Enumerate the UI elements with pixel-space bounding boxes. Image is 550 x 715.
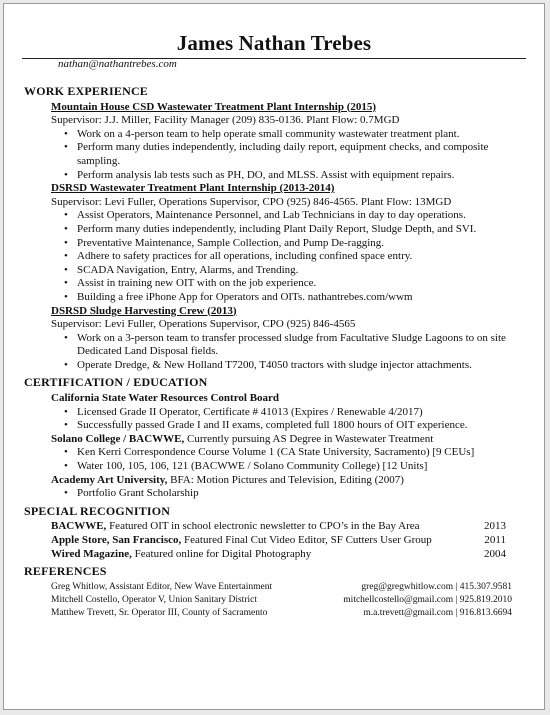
education-detail: Currently pursuing AS Degree in Wastewater Treatment [184, 432, 434, 445]
resume-content [24, 81, 524, 620]
reference-contact[interactable]: mitchellcostello@gmail.com | 925.819.2010 [343, 594, 512, 605]
bullet-item: • Preventative Maintenance, Sample Collection, and Pump De-ragging. [64, 237, 524, 251]
job-title: DSRSD Wastewater Treatment Plant Internship (2013-2014) [51, 182, 335, 195]
recognition-text [51, 548, 311, 562]
reference-item [51, 594, 524, 607]
recognition-year: 2011 [484, 534, 506, 546]
education-heading [51, 474, 524, 488]
education-entry [24, 474, 524, 501]
bullet-item: • Perform analysis lab tests such as PH, DO, and MLSS. Assist with equipment repairs. [64, 169, 524, 183]
recognition-item [24, 548, 524, 562]
bullet-item: • Perform many duties independently, including Plant Daily Report, Sludge Depth, and SVI. [64, 223, 524, 237]
education-bullets [51, 406, 524, 433]
job-entry [24, 101, 524, 183]
recognition-org: Wired Magazine, [51, 547, 132, 560]
reference-name: Mitchell Costello, Operator V, Union Sanitary District [51, 594, 257, 605]
education-entry [24, 392, 524, 433]
bullet-item: • Building a free iPhone App for Operators and OITs. nathantrebes.com/wwm [64, 291, 524, 305]
job-bullets [51, 128, 524, 182]
reference-item [51, 581, 524, 594]
reference-contact[interactable]: m.a.trevett@gmail.com | 916.813.6694 [363, 607, 512, 618]
job-title: Mountain House CSD Wastewater Treatment Plant Internship (2015) [51, 100, 377, 113]
references-list [24, 581, 524, 620]
bullet-item: • Adhere to safety practices for all operations, including confined space entry. [64, 250, 524, 264]
recognition-detail: Featured Final Cut Video Editor, SF Cutters User Group [181, 534, 432, 546]
resume-name: James Nathan Trebes [176, 31, 372, 55]
education-org: California State Water Resources Control Board [51, 392, 280, 405]
email-link[interactable]: nathan@nathantrebes.com [58, 58, 177, 70]
resume-page [3, 3, 545, 710]
recognition-year: 2004 [484, 547, 506, 560]
bullet-item: • Operate Dredge, & New Holland T7200, T4050 tractors with sludge injector attachments. [64, 359, 524, 373]
bullet-item: • Work on a 3-person team to transfer processed sludge from Facultative Sludge Lagoons to on site Dedicated Land Disposal fields. [64, 332, 524, 359]
job-supervisor: Supervisor: J.J. Miller, Facility Manager (209) 835-0136. Plant Flow: 0.7MGD [51, 114, 400, 127]
job-title: DSRSD Sludge Harvesting Crew (2013) [51, 304, 237, 317]
reference-contact[interactable]: greg@gregwhitlow.com | 415.307.9581 [361, 581, 512, 592]
education-org: Solano College / BACWWE, [51, 432, 185, 445]
education-detail: BFA: Motion Pictures and Television, Editing (2007) [167, 473, 404, 486]
bullet-item: • Portfolio Grant Scholarship [64, 487, 524, 501]
job-supervisor: Supervisor: Levi Fuller, Operations Supervisor, CPO (925) 846-4565 [51, 318, 356, 331]
reference-item [51, 607, 524, 620]
reference-name: Matthew Trevett, Sr. Operator III, County of Sacramento [51, 607, 268, 618]
section-title-education: CERTIFICATION / EDUCATION [24, 375, 208, 390]
bullet-item: • Licensed Grade II Operator, Certificate # 41013 (Expires / Renewable 4/2017) [64, 406, 524, 420]
recognition-org: BACWWE, [51, 520, 107, 533]
section-title-work: WORK EXPERIENCE [24, 84, 149, 98]
recognition-text [51, 520, 420, 534]
bullet-item: • Work on a 4-person team to help operate small community wastewater treatment plant. [64, 128, 524, 142]
bullet-item: • SCADA Navigation, Entry, Alarms, and Trending. [64, 264, 524, 278]
section-title-recognition: SPECIAL RECOGNITION [24, 503, 171, 518]
job-bullets [51, 332, 524, 373]
recognition-org: Apple Store, San Francisco, [51, 534, 182, 546]
bullet-item: • Assist in training new OIT with on the job experience. [64, 277, 524, 291]
recognition-detail: Featured online for Digital Photography [131, 547, 312, 560]
bullet-item: • Water 100, 105, 106, 121 (BACWWE / Solano Community College) [12 Units] [64, 460, 524, 474]
section-title-references: REFERENCES [24, 564, 107, 579]
job-supervisor: Supervisor: Levi Fuller, Operations Supervisor, CPO (925) 846-4565. Plant Flow: 13MGD [51, 195, 452, 208]
education-bullets [51, 446, 524, 473]
bullet-item: • Perform many duties independently, including daily report, equipment checks, and composite sampling. [64, 141, 524, 168]
job-entry [24, 182, 524, 304]
recognition-item [24, 534, 524, 548]
education-entry [24, 433, 524, 474]
bullet-item: • Successfully passed Grade I and II exams, completed full 1800 hours of OIT experience. [64, 419, 524, 433]
job-entry [24, 305, 524, 373]
education-bullets [51, 487, 524, 501]
education-heading [51, 433, 524, 447]
bullet-item: • Ken Kerri Correspondence Course Volume 1 (CA State University, Sacramento) [9 CEUs] [64, 446, 524, 460]
recognition-year: 2013 [484, 520, 506, 533]
education-org: Academy Art University, [51, 473, 168, 486]
recognition-item [24, 520, 524, 534]
recognition-text [51, 534, 432, 548]
job-bullets [51, 209, 524, 304]
education-heading [51, 392, 524, 406]
bullet-item: • Assist Operators, Maintenance Personnel, and Lab Technicians in day to day operations. [64, 209, 524, 223]
reference-name: Greg Whitlow, Assistant Editor, New Wave Entertainment [51, 581, 273, 592]
recognition-detail: Featured OIT in school electronic newsletter to CPO’s in the Bay Area [106, 520, 420, 533]
